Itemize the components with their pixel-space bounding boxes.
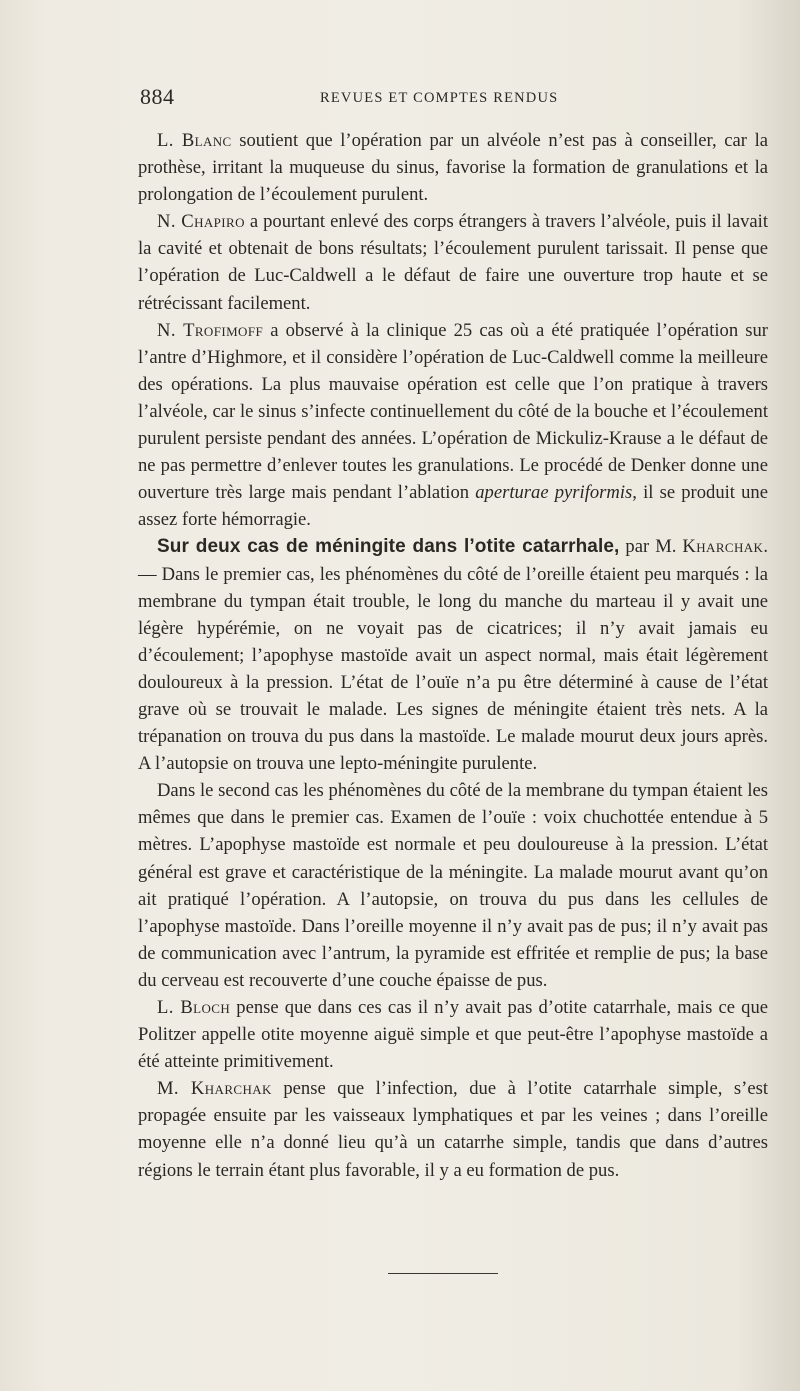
body-text (138, 127, 768, 1184)
paragraph (138, 777, 768, 994)
paragraph-text: . — Dans le premier cas, les phénomènes du côté de l’oreille étaient peu marqués : la membrane du tympan était trouble, le long du manche du marteau il y avait une légère hypérémie, on ne voyait pas de cicatrices; il n’y avait jamais eu d’écoulement; l’apophyse mastoïde avait un aspect normal, mais était légèrement douloureux à la pression. L’état de l’ouïe n’a pu être déterminé à cause de l’état grave où se trouvait le malade. Les signes de méningite étaient très nets. A la trépanation on trouva du pus dans la mastoïde. Le malade mourut deux jours après. A l’autopsie on trouva une lepto-méningite purulente. (138, 536, 768, 775)
speaker-name: N. Chapiro (157, 211, 245, 233)
latin-term: aperturae pyriformis (475, 482, 633, 504)
paragraph-text: a pourtant enlevé des corps étrangers à travers l’alvéole, puis il lavait la cavité et obtenait de bons résultats; l’écoulement purulent tarissait. Il pense que l’opération de Luc-Caldwell a le défaut de faire une ouverture trop haute et se rétrécissant facilement. (138, 211, 768, 314)
paragraph-text: , il se produit une assez forte hémorragie. (138, 482, 768, 531)
paragraph (138, 317, 768, 534)
paragraph-text: pense que l’infection, due à l’otite catarrhale simple, s’est propagée ensuite par les vaisseaux lymphatiques et par les veines ; dans l’oreille moyenne elle n’a donné lieu qu’à un catarrhe simple, tandis que dans d’autres régions le terrain étant plus favorable, il y a eu formation de pus. (138, 1078, 768, 1181)
section-title: Sur deux cas de méningite dans l’otite catarrhale, (157, 536, 620, 558)
paragraph-text: Dans le second cas les phénomènes du côté de la membrane du tympan étaient les mêmes que dans le premier cas. Examen de l’ouïe : voix chuchottée entendue à 5 mètres. L’apophyse mastoïde est normale et peu douloureuse à la pression. L’état général est grave et caractéristique de la méningite. La malade mourut avant qu’on ait pratiqué l’opération. A l’autopsie, on trouva du pus dans les cellules de l’apophyse mastoïde. Dans l’oreille moyenne il n’y avait pas de pus; il n’y avait pas de communication avec l’antrum, la pyramide est effritée et remplie de pus; la base du cerveau est recouverte d’une couche épaisse de pus. (138, 780, 768, 991)
byline-prefix: par M. (619, 536, 683, 558)
paragraph (138, 533, 768, 777)
page-header (140, 84, 765, 114)
paragraph (138, 1075, 768, 1183)
paragraph (138, 127, 768, 208)
speaker-name: N. Trofimoff (157, 319, 264, 341)
speaker-name: L. Blanc (157, 130, 232, 151)
section-divider (388, 1273, 498, 1274)
paragraph-text: soutient que l’opération par un alvéole n’est pas à conseiller, car la prothèse, irritant la muqueuse du sinus, favorise la formation de granulations et la prolongation de l’écoulement purulent. (138, 130, 768, 206)
paragraph (138, 994, 768, 1075)
author-name: Kharchak (682, 536, 764, 558)
speaker-name: L. Bloch (157, 997, 231, 1018)
page-number: 884 (140, 84, 175, 109)
running-head: REVUES ET COMPTES RENDUS (320, 90, 559, 106)
paragraph-text: a observé à la clinique 25 cas où a été pratiquée l’opération sur l’antre d’Highmore, et il considère l’opération de Luc-Caldwell comme la meilleure des opérations. La plus mauvaise opération est celle que l’on pratique à travers l’alvéole, car le sinus s’infecte continuellement du côté de la bouche et l’écoulement purulent persiste pendant des années. L’opération de Mickuliz-Krause a le défaut de ne pas permettre d’enlever toutes les granulations. Le procédé de Denker donne une ouverture très large mais pendant l’ablation (138, 319, 768, 504)
paragraph (138, 208, 768, 316)
speaker-name: M. Kharchak (157, 1078, 272, 1100)
paragraph-text: pense que dans ces cas il n’y avait pas d’otite catarrhale, mais ce que Politzer appelle otite moyenne aiguë simple et que peut-être l’apophyse mastoïde a été atteinte primitivement. (138, 997, 768, 1073)
